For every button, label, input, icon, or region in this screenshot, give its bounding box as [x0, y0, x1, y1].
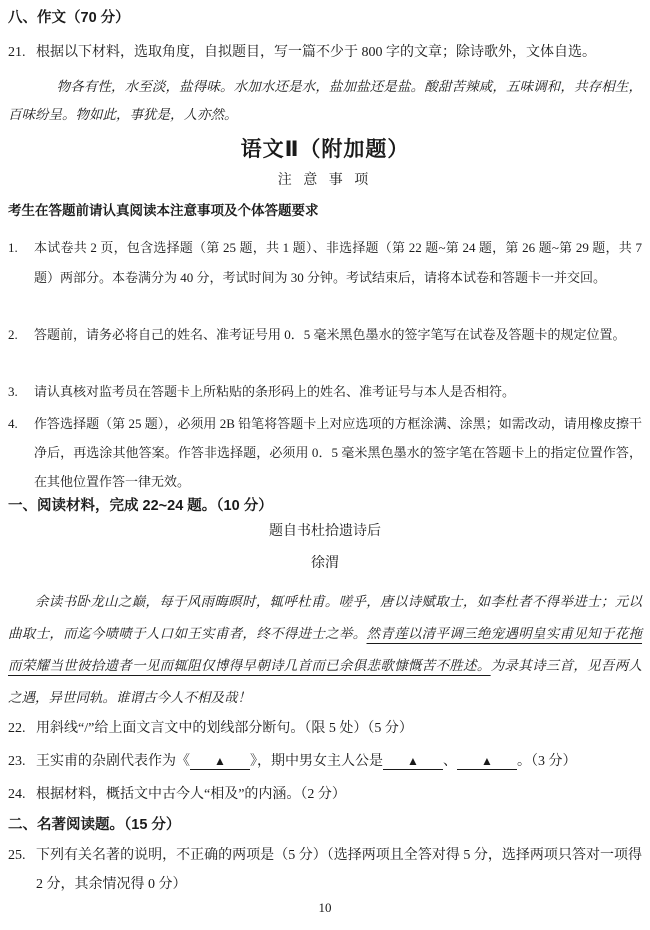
notice-3-text: 请认真核对监考员在答题卡上所粘贴的条形码上的姓名、准考证号与本人是否相符。 — [34, 384, 516, 399]
section-heading-essay: 八、作文（70 分） — [8, 10, 130, 26]
notice-item-2 — [8, 320, 642, 350]
paper-title: 语文Ⅱ（附加题） — [240, 138, 410, 161]
passage-underlined-part: 然青莲以清平调三绝宠遇明皇实甫见知于花拖而荣耀当世彼拾遗者一见而辄阻仅博得早朝诗几首而已余俱悲歌慷慨苦不胜述。 — [8, 626, 643, 673]
question-25-text: 下列有关名著的说明，不正确的两项是（5 分）（选择两项且全答对得 5 分，选择两项只答对一项得 2 分，其余情况得 0 分） — [36, 848, 642, 892]
question-24-number: 24. — [8, 787, 26, 802]
question-23-part3: 、 — [443, 754, 457, 769]
notice-4-number: 4. — [8, 416, 18, 431]
answer-blank: ▲ — [190, 753, 250, 770]
answer-blank: ▲ — [457, 753, 517, 770]
page-number: 10 — [318, 900, 332, 915]
classical-passage — [8, 586, 642, 714]
question-23-text — [36, 749, 642, 775]
question-21-number: 21. — [8, 45, 26, 60]
question-25 — [8, 841, 642, 899]
notice-2-number: 2. — [8, 327, 18, 342]
notice-3-number: 3. — [8, 384, 18, 399]
question-23-part1: 王实甫的杂剧代表作为《 — [36, 754, 190, 769]
question-23-part2: 》，期中男女主人公是 — [250, 754, 383, 769]
poem-author: 徐渭 — [311, 556, 339, 571]
notice-item-1 — [8, 233, 642, 293]
question-22-text: 用斜线“/”给上面文言文中的划线部分断句。（限 5 处）（5 分） — [36, 721, 413, 736]
notice-item-4 — [8, 409, 642, 496]
notice-4-text: 作答选择题（第 25 题），必须用 2B 铅笔将答题卡上对应选项的方框涂满、涂黑；如需改动，请用橡皮擦干净后，再选涂其他答案。作答非选择题，必须用 0．5 毫米黑色墨水的签字笔在答题卡上的指定位置作答，在其他位置作答一律无效。 — [34, 416, 642, 489]
notice-heading: 注 意 事 项 — [277, 173, 373, 188]
question-23 — [8, 749, 642, 775]
question-21-text: 根据以下材料，选取角度，自拟题目，写一篇不少于 800 字的文章；除诗歌外，文体自选。 — [36, 45, 596, 60]
notice-intro: 考生在答题前请认真阅读本注意事项及个体答题要求 — [8, 203, 319, 218]
question-23-number: 23. — [8, 754, 26, 769]
notice-2-text: 答题前，请务必将自己的姓名、准考证号用 0．5 毫米黑色墨水的签字笔写在试卷及答题卡的规定位置。 — [34, 327, 626, 342]
question-21 — [8, 40, 642, 66]
question-23-part4: 。（3 分） — [517, 754, 577, 769]
section-heading-reading: 一、阅读材料，完成 22~24 题。（10 分） — [8, 498, 273, 514]
notice-item-3 — [8, 377, 642, 407]
passage-plain-part: 余读书卧龙山之巅，每于风雨晦暝时，辄呼杜甫。嗟乎，唐以诗赋取士，如李杜者不得举进士；元以曲取士，而迄今啧啧于人口如王实甫者，终不得进士之举。 — [8, 594, 642, 641]
passage-closing-part: 为录其诗三首，见吾两人之遇，异世同轨。谁谓古今人不相及哉！ — [8, 658, 643, 705]
question-22 — [8, 716, 642, 742]
poem-title: 题自书杜拾遗诗后 — [269, 524, 381, 539]
question-24 — [8, 782, 642, 808]
question-24-text: 根据材料，概括文中古今人“相及”的内涵。（2 分） — [36, 787, 346, 802]
notice-1-text: 本试卷共 2 页，包含选择题（第 25 题，共 1 题）、非选择题（第 22 题~第 24 题，第 26 题~第 29 题，共 7 题）两部分。本卷满分为 40 分，考试时间为 30 分钟。考试结束后，请将本试卷和答题卡一并交回。 — [34, 240, 642, 285]
notice-1-number: 1. — [8, 240, 18, 255]
question-22-number: 22. — [8, 721, 26, 736]
section-heading-novels: 二、名著阅读题。（15 分） — [8, 817, 181, 833]
essay-material-text: 物各有性，水至淡，盐得味。水加水还是水，盐加盐还是盐。酸甜苦辣咸，五味调和，共存相生，百味纷呈。物如此，事犹是，人亦然。 — [8, 79, 642, 122]
question-25-number: 25. — [8, 848, 26, 863]
answer-blank: ▲ — [383, 753, 443, 770]
